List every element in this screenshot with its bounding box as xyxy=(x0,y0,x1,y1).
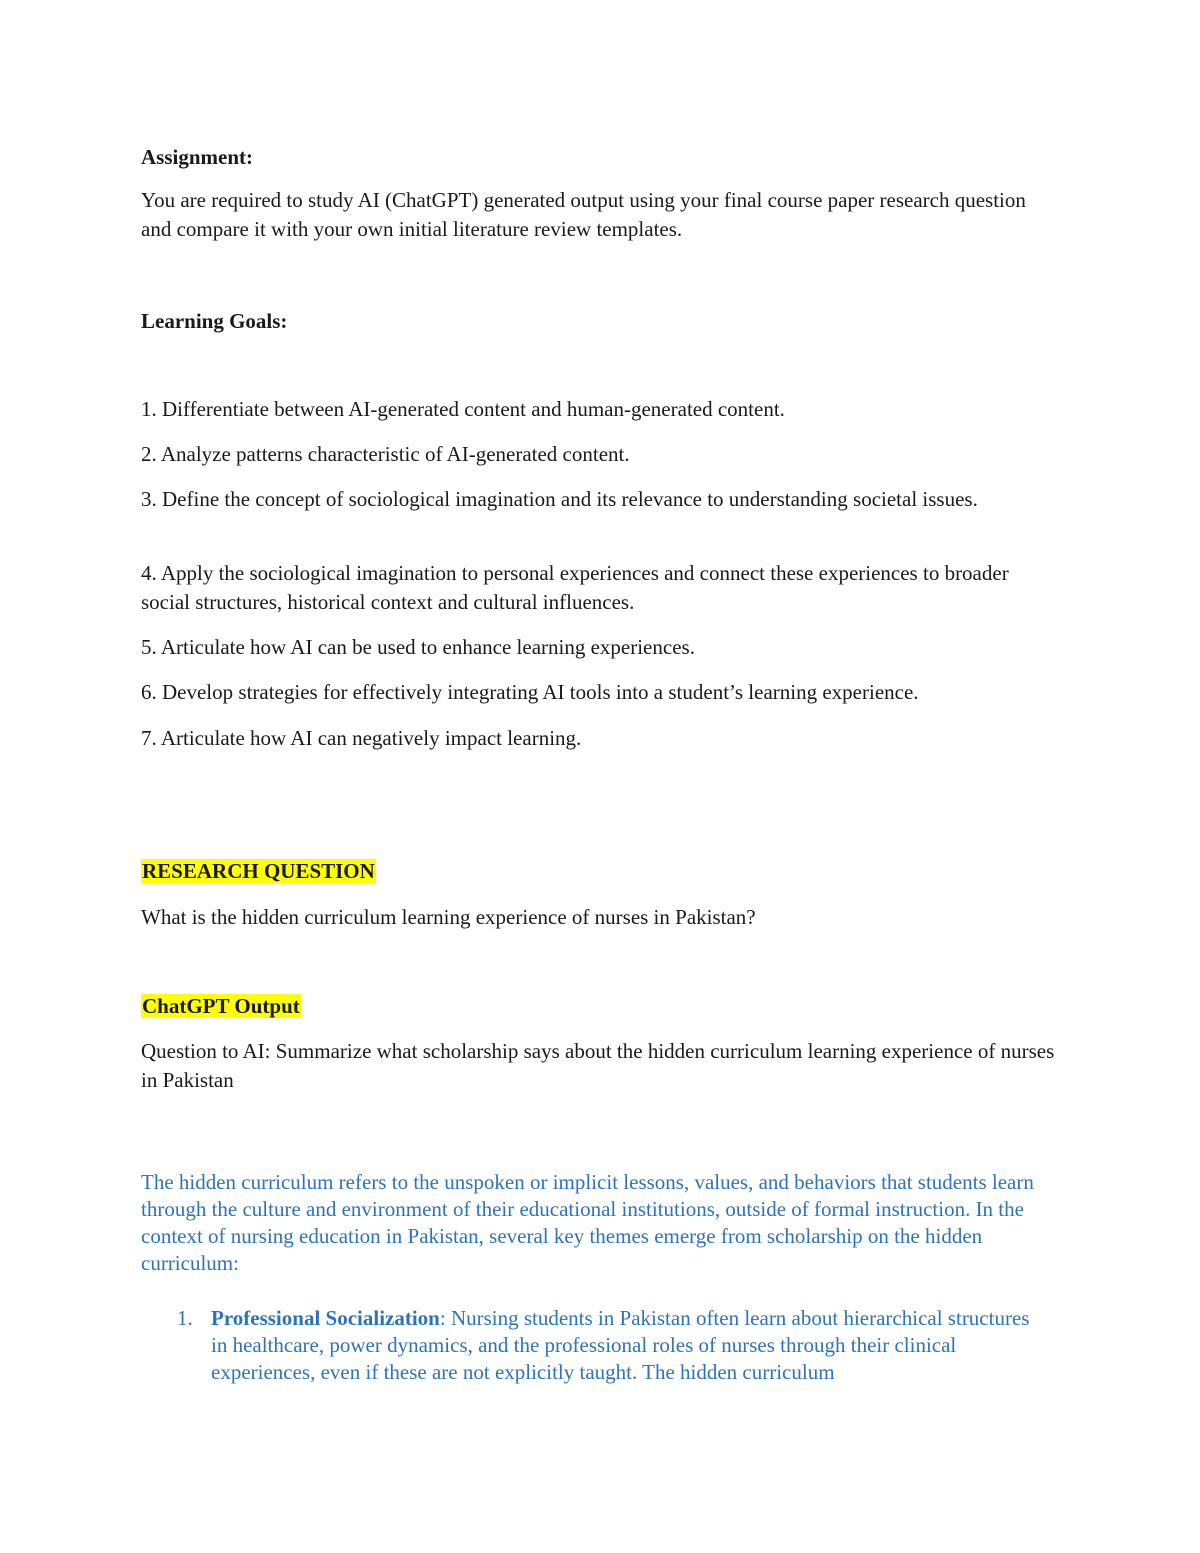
learning-goals-heading: Learning Goals: xyxy=(141,309,288,333)
research-question-heading: RESEARCH QUESTION xyxy=(142,859,375,883)
theme-number: 1. xyxy=(177,1306,193,1330)
learning-goal-item: 2. Analyze patterns characteristic of AI-generated content. xyxy=(141,442,630,466)
learning-goal-item: 1. Differentiate between AI-generated content and human-generated content. xyxy=(141,397,785,421)
ai-themes-list xyxy=(141,1305,1041,1386)
theme-term: Professional Socialization xyxy=(211,1306,440,1330)
learning-goal-item: 4. Apply the sociological imagination to personal experiences and connect these experiences to broader social structures, historical context and cultural influences. xyxy=(141,561,1009,614)
learning-goal-item: 5. Articulate how AI can be used to enhance learning experiences. xyxy=(141,635,695,659)
question-to-ai: Question to AI: Summarize what scholarship says about the hidden curriculum learning experience of nurses in Pakistan xyxy=(141,1039,1055,1092)
assignment-heading: Assignment: xyxy=(141,145,254,169)
chatgpt-output-heading: ChatGPT Output xyxy=(142,994,300,1018)
learning-goal-item: 7. Articulate how AI can negatively impact learning. xyxy=(141,726,582,750)
learning-goal-item: 6. Develop strategies for effectively integrating AI tools into a student’s learning experience. xyxy=(141,680,919,704)
theme-text: : Nursing students in Pakistan often learn about hierarchical structures in healthcare, power dynamics, and the professional roles of nurses through their clinical experiences, even if these are not explicitly taught. The hidden curriculum xyxy=(211,1306,1030,1384)
research-question-heading-line xyxy=(141,857,1061,886)
list-item xyxy=(141,1305,1041,1386)
learning-goal-item: 3. Define the concept of sociological imagination and its relevance to understanding societal issues. xyxy=(141,487,978,511)
chatgpt-output-heading-line xyxy=(141,992,1061,1021)
research-question-text: What is the hidden curriculum learning experience of nurses in Pakistan? xyxy=(141,905,756,929)
assignment-text: You are required to study AI (ChatGPT) generated output using your final course paper research question and compare it with your own initial literature review templates. xyxy=(141,188,1026,241)
ai-response-intro: The hidden curriculum refers to the unspoken or implicit lessons, values, and behaviors that students learn through the culture and environment of their educational institutions, outside of formal instruction. In the context of nursing education in Pakistan, several key themes emerge from scholarship on the hidden curriculum: xyxy=(141,1170,1034,1275)
